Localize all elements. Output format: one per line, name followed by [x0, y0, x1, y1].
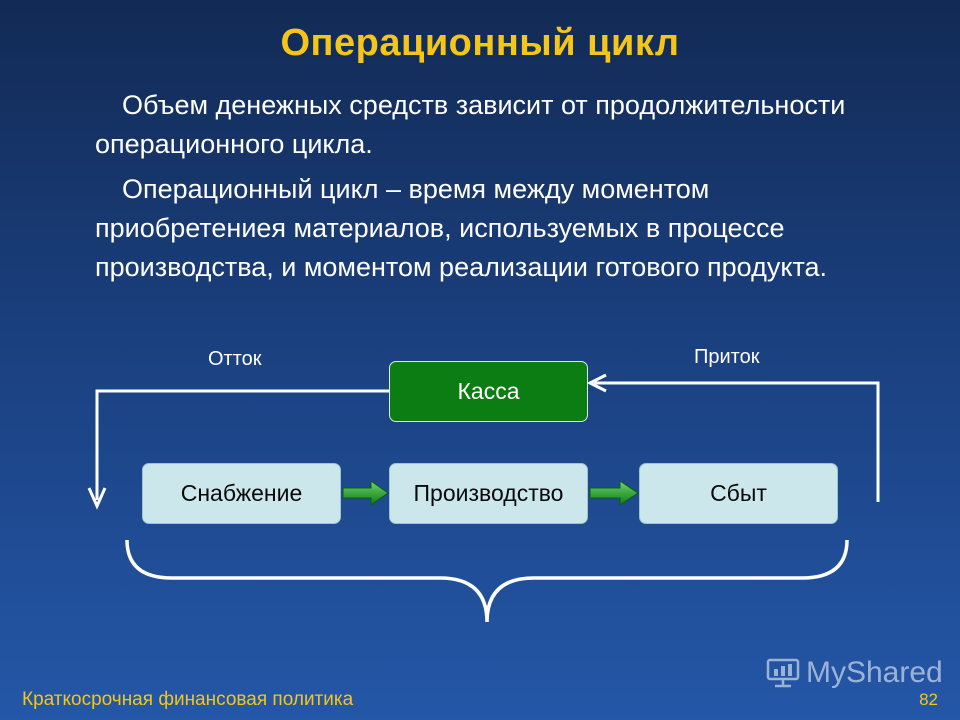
footer-course-title: Краткосрочная финансовая политика: [22, 689, 354, 710]
paragraph-cash-dependence: Объем денежных средств зависит от продолжительности операционного цикла.: [95, 90, 846, 159]
presentation-screen-icon: [766, 658, 800, 688]
cash-box: Касса: [389, 361, 588, 422]
arrow-supply-to-production: [343, 481, 388, 505]
watermark: [766, 656, 943, 690]
supply-box: Снабжение: [142, 463, 341, 524]
page-number: 82: [919, 690, 938, 709]
inflow-label: Приток: [694, 346, 760, 368]
paragraph-cycle-definition: Операционный цикл – время между моментом приобретениея материалов, используемых в процессе производства, и моментом реализации готового продукта.: [95, 174, 828, 282]
sales-box: Сбыт: [639, 463, 838, 524]
watermark-text: MyShared: [806, 656, 943, 689]
production-box: Производство: [389, 463, 588, 524]
cycle-brace: [127, 540, 847, 622]
arrow-production-to-sales: [590, 481, 638, 505]
outflow-label: Отток: [208, 348, 262, 370]
slide-title: Операционный цикл: [280, 22, 680, 64]
